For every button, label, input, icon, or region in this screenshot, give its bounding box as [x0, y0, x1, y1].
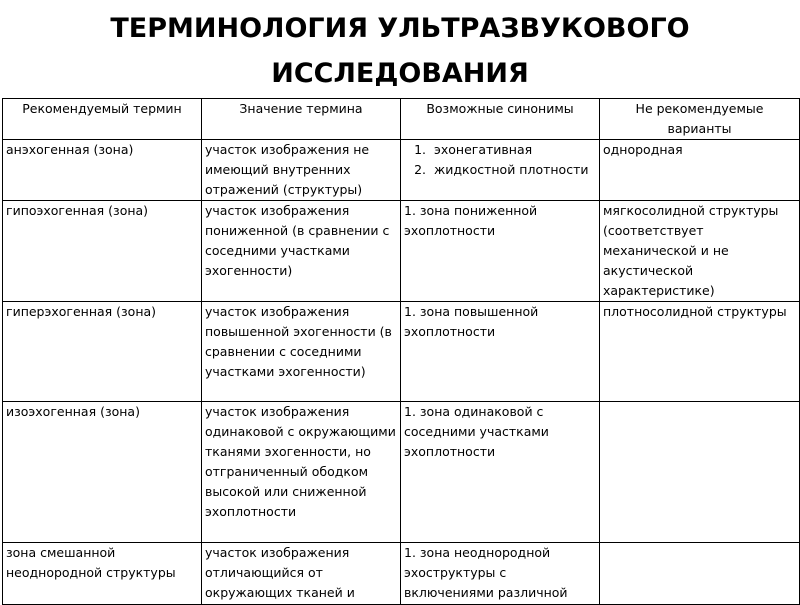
header-not-recommended: Не рекомендуемые варианты: [600, 99, 800, 140]
table-header-row: [3, 99, 800, 140]
cell-not-recommended: однородная: [600, 140, 800, 201]
cell-synonyms: 1. зона одинаковой с соседними участками эхоплотности: [401, 402, 600, 543]
header-term-meaning: Значение термина: [202, 99, 401, 140]
page-title: ТЕРМИНОЛОГИЯ УЛЬТРАЗВУКОВОГО ИССЛЕДОВАНИЯ: [110, 13, 690, 89]
cell-synonyms: 1. зона неоднородной эхоструктуры с включениями различной: [401, 543, 600, 605]
cell-not-recommended: мягкосолидной структуры (соответствует механической и не акустической характеристике): [600, 201, 800, 302]
synonym-item: 1. эхонегативная: [430, 140, 596, 160]
table-row: [3, 201, 800, 302]
synonym-item: 2. жидкостной плотности: [430, 160, 596, 180]
cell-not-recommended: [600, 402, 800, 543]
cell-meaning: участок изображения повышенной эхогенности (в сравнении с соседними участками эхогенности): [202, 302, 401, 402]
cell-not-recommended: [600, 543, 800, 605]
cell-meaning: участок изображения одинаковой с окружающими тканями эхогенности, но отграниченный ободком высокой или сниженной эхоплотности: [202, 402, 401, 543]
synonym-list: [404, 140, 596, 180]
cell-synonyms: 1. зона повышенной эхоплотности: [401, 302, 600, 402]
cell-term: анэхогенная (зона): [3, 140, 202, 201]
cell-term: изоэхогенная (зона): [3, 402, 202, 543]
cell-meaning: участок изображения отличающийся от окружающих тканей и: [202, 543, 401, 605]
cell-synonyms: [401, 140, 600, 201]
cell-term: гиперэхогенная (зона): [3, 302, 202, 402]
cell-synonyms: 1. зона пониженной эхоплотности: [401, 201, 600, 302]
table-row: [3, 140, 800, 201]
cell-not-recommended: плотносолидной структуры: [600, 302, 800, 402]
header-recommended-term: Рекомендуемый термин: [3, 99, 202, 140]
table-row: [3, 302, 800, 402]
header-possible-synonyms: Возможные синонимы: [401, 99, 600, 140]
table-row: [3, 543, 800, 605]
terminology-table: [2, 98, 800, 605]
cell-term: гипоэхогенная (зона): [3, 201, 202, 302]
table-row: [3, 402, 800, 543]
cell-meaning: участок изображения не имеющий внутренних отражений (структуры): [202, 140, 401, 201]
cell-term: зона смешанной неоднородной структуры: [3, 543, 202, 605]
cell-meaning: участок изображения пониженной (в сравнении с соседними участками эхогенности): [202, 201, 401, 302]
